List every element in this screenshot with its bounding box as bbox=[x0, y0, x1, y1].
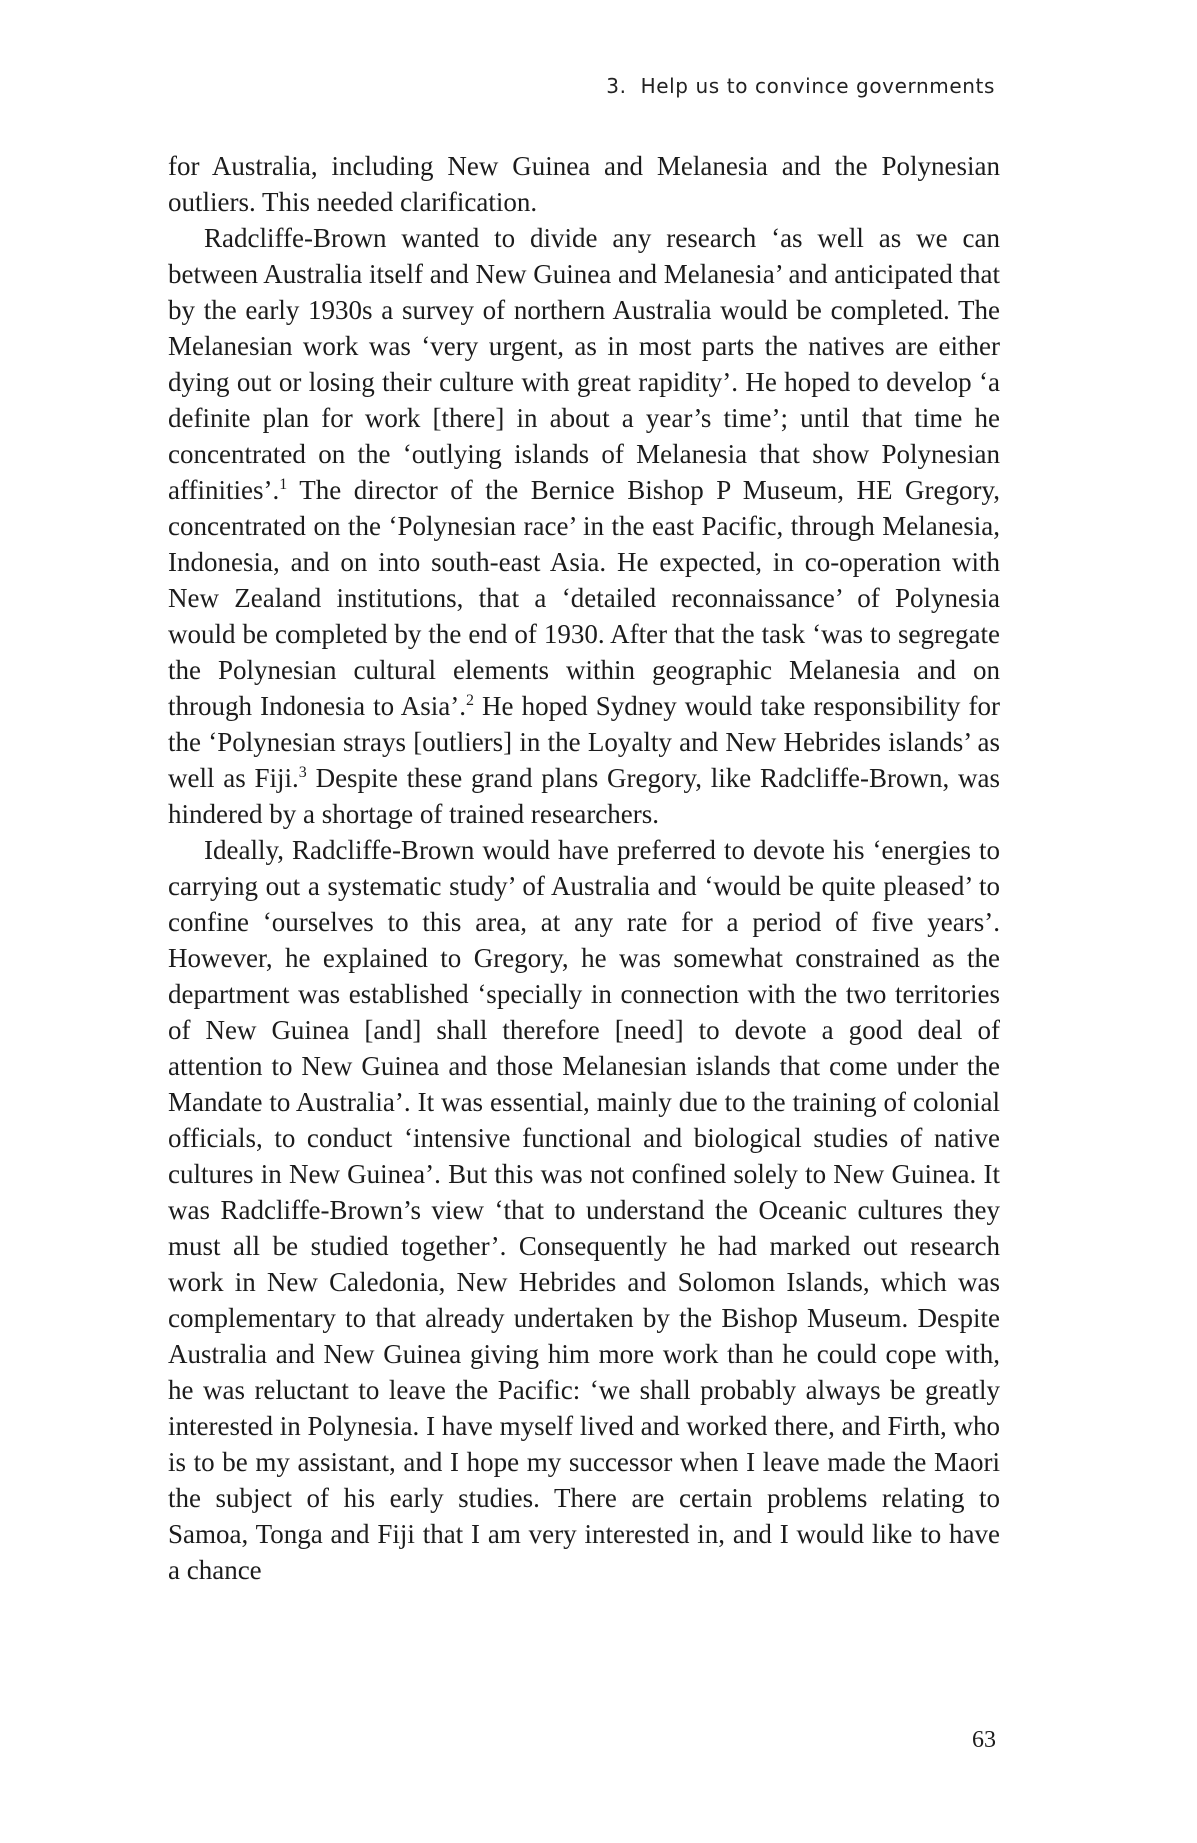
chapter-number: 3. bbox=[606, 74, 627, 98]
paragraph-text: The director of the Bernice Bishop P Museum, HE Gregory, concentrated on the ‘Polynesian race’ in the east Pacific, through Melanesia, Indonesia, and on into south-east Asia. He expected, in co-operation with New Zealand institutions, that a ‘detailed reconnaissance’ of Polynesia would be completed by the end of 1930. After that the task ‘was to segregate the Polynesian cultural elements within geographic Melanesia and on through Indonesia to Asia’. bbox=[168, 475, 1000, 721]
paragraph-text: He hoped Sydney would take responsibility for the ‘Polynesian strays [outliers] in the Loyalty and New Hebrides islands’ as well as Fiji. bbox=[168, 691, 1000, 793]
footnote-ref-2[interactable]: 2 bbox=[465, 692, 474, 709]
paragraph-research-division bbox=[168, 220, 1000, 832]
running-header bbox=[606, 74, 995, 98]
footnote-ref-3[interactable]: 3 bbox=[298, 764, 307, 781]
paragraph-continuation: for Australia, including New Guinea and Melanesia and the Polynesian outliers. This needed clarification. bbox=[168, 151, 1000, 217]
page-number: 63 bbox=[972, 1727, 996, 1753]
footnote-ref-1[interactable]: 1 bbox=[279, 476, 288, 493]
paragraph-text: Radcliffe-Brown wanted to divide any research ‘as well as we can between Australia itself and New Guinea and Melanesia’ and anticipated that by the early 1930s a survey of northern Australia would be completed. The Melanesian work was ‘very urgent, as in most parts the natives are either dying out or losing their culture with great rapidity’. He hoped to develop ‘a definite plan for work [there] in about a year’s time’; until that time he concentrated on the ‘outlying islands of Melanesia that show Polynesian affinities’. bbox=[168, 223, 1000, 505]
paragraph-systematic-study: Ideally, Radcliffe-Brown would have preferred to devote his ‘energies to carrying out a systematic study’ of Australia and ‘would be quite pleased’ to confine ‘ourselves to this area, at any rate for a period of five years’. However, he explained to Gregory, he was somewhat constrained as the department was established ‘specially in connection with the two territories of New Guinea [and] shall therefore [need] to devote a good deal of attention to New Guinea and those Melanesian islands that come under the Mandate to Australia’. It was essential, mainly due to the training of colonial officials, to conduct ‘intensive functional and biological studies of native cultures in New Guinea’. But this was not confined solely to New Guinea. It was Radcliffe-Brown’s view ‘that to understand the Oceanic cultures they must all be studied together’. Consequently he had marked out research work in New Caledonia, New Hebrides and Solomon Islands, which was complementary to that already undertaken by the Bishop Museum. Despite Australia and New Guinea giving him more work than he could cope with, he was reluctant to leave the Pacific: ‘we shall probably always be greatly interested in Polynesia. I have myself lived and worked there, and Firth, who is to be my assistant, and I hope my successor when I leave made the Maori the subject of his early studies. There are certain problems relating to Samoa, Tonga and Fiji that I am very interested in, and I would like to have a chance bbox=[168, 835, 1000, 1585]
paragraph-text: Despite these grand plans Gregory, like Radcliffe-Brown, was hindered by a shortage of trained researchers. bbox=[168, 763, 1001, 829]
body-text bbox=[168, 148, 1000, 1588]
chapter-title: Help us to convince governments bbox=[640, 74, 995, 98]
